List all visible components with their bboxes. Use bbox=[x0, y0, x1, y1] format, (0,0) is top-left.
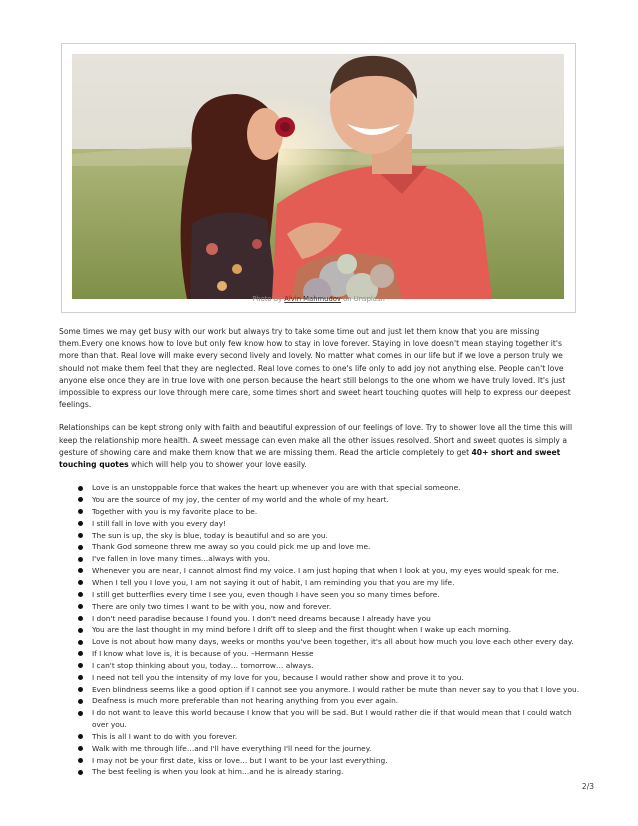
second-paragraph-bold: 40+ short and sweet touching quotes bbox=[59, 447, 561, 470]
list-item: I can't stop thinking about you, today… tomorrow… always. bbox=[78, 660, 581, 672]
list-item: I do not want to leave this world because I know that you will be sad. But I would rather die if that would mean that I could watch over you. bbox=[78, 707, 581, 731]
list-item: There are only two times I want to be with you, now and forever. bbox=[78, 601, 581, 613]
list-item: Deafness is much more preferable than not hearing anything from you ever again. bbox=[78, 695, 581, 707]
article-body bbox=[59, 326, 581, 778]
list-item: I still get butterflies every time I see you, even though I have seen you so many times before. bbox=[78, 589, 581, 601]
list-item: You are the source of my joy, the center of my world and the whole of my heart. bbox=[78, 494, 581, 506]
list-item: You are the last thought in my mind before I drift off to sleep and the first thought when I wake up each morning. bbox=[78, 624, 581, 636]
intro-paragraph: Some times we may get busy with our work but always try to take some time out and just let them know that you are missing them.Every one knows how to love but only few know how to stay in love forever. Staying in love doesn't mean staying together it's more than that. Real love will make every second lively and lovely. No matter what comes in our life but if we love a person truly we should not make them feel that they are neglected. Real love comes to one's life only to add joy not anything else. People can't love anyone else once they are in true love with one person because the heart still belongs to the one whom we have truly loved. It's just impossible to express our love through mere care, some times short and sweet heart touching quotes will help to express our deepest feelings. bbox=[59, 327, 571, 410]
list-item: Love is an unstoppable force that wakes the heart up whenever you are with that special someone. bbox=[78, 482, 581, 494]
list-item: The sun is up, the sky is blue, today is beautiful and so are you. bbox=[78, 530, 581, 542]
list-item: This is all I want to do with you forever. bbox=[78, 731, 581, 743]
couple-photo-image bbox=[72, 54, 564, 299]
photo-figure bbox=[61, 43, 576, 313]
caption-suffix: on Unsplash bbox=[343, 295, 385, 303]
list-item: The best feeling is when you look at him…and he is already staring. bbox=[78, 766, 581, 778]
list-item: Even blindness seems like a good option if I cannot see you anymore. I would rather be mute than never say to you that I love you. bbox=[78, 684, 581, 696]
list-item: I need not tell you the intensity of my love for you, because I would rather show and prove it to you. bbox=[78, 672, 581, 684]
list-item: If I know what love is, it is because of you. –Hermann Hesse bbox=[78, 648, 581, 660]
second-paragraph-before: Relationships can be kept strong only with faith and beautiful expression of our feelings of love. Try to shower love all the time this will keep the relationship more health. A sweet message can even make all the other issues resolved. Short and sweet quotes is simply a gesture of showing care and make them know that we are missing them. Read the article completely to get bbox=[59, 423, 573, 457]
list-item: Thank God someone threw me away so you could pick me up and love me. bbox=[78, 541, 581, 553]
list-item: I still fall in love with you every day! bbox=[78, 518, 581, 530]
list-item: Love is not about how many days, weeks or months you've been together, it's all about how much you love each other every day. bbox=[78, 636, 581, 648]
list-item: Together with you is my favorite place to be. bbox=[78, 506, 581, 518]
list-item: When I tell you I love you, I am not saying it out of habit, I am reminding you that you are my life. bbox=[78, 577, 581, 589]
list-item: Walk with me through life…and I'll have everything I'll need for the journey. bbox=[78, 743, 581, 755]
page-number: 2/3 bbox=[581, 782, 594, 791]
list-item: I've fallen in love many times…always with you. bbox=[78, 553, 581, 565]
second-paragraph bbox=[59, 422, 581, 471]
photographer-link[interactable]: Alvin Mahmudov bbox=[284, 295, 341, 303]
photo-caption bbox=[62, 295, 575, 303]
list-item: Whenever you are near, I cannot almost find my voice. I am just hoping that when I look at you, my eyes would speak for me. bbox=[78, 565, 581, 577]
quotes-list bbox=[59, 482, 581, 778]
couple-photo bbox=[72, 54, 564, 299]
second-paragraph-after: which will help you to shower your love easily. bbox=[131, 460, 307, 470]
list-item: I may not be your first date, kiss or love… but I want to be your last everything. bbox=[78, 755, 581, 767]
list-item: I don't need paradise because I found you. I don't need dreams because I already have you bbox=[78, 613, 581, 625]
caption-prefix: Photo by bbox=[252, 295, 283, 303]
